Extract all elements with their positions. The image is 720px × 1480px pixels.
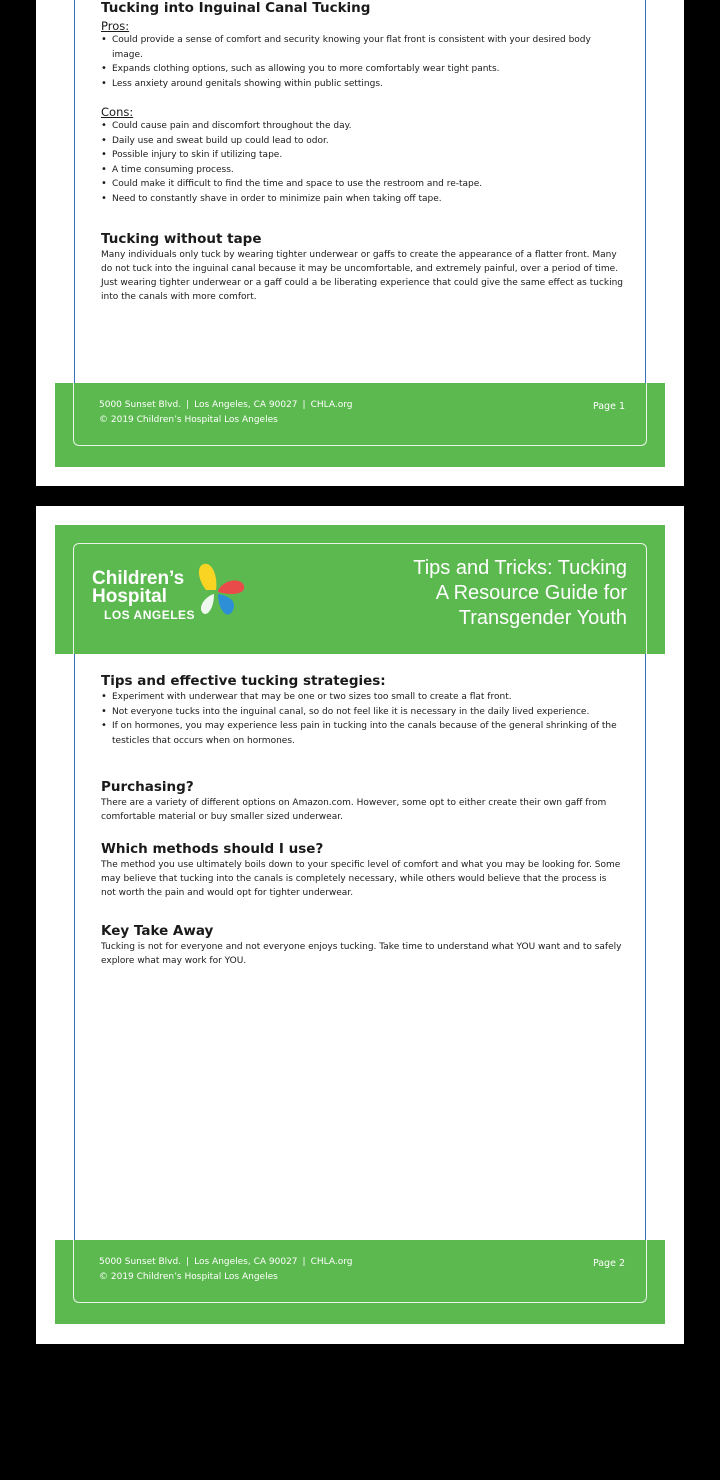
inguinal-heading: Tucking into Inguinal Canal Tucking [101, 0, 371, 16]
purchasing-section [101, 779, 623, 824]
takeaway-heading: Key Take Away [101, 923, 214, 939]
list-item: • A time consuming process. [112, 163, 623, 178]
butterfly-icon [192, 562, 248, 622]
list-item: • Experiment with underwear that may be one or two sizes too small to create a flat front. [112, 690, 623, 705]
logo-line-1: Children’s [92, 568, 185, 589]
tips-heading: Tips and effective tucking strategies: [101, 673, 386, 689]
list-item: • Could provide a sense of comfort and security knowing your flat front is consistent with your desired body image. [112, 33, 623, 62]
footer-bar [55, 1240, 665, 1324]
list-item: • Possible injury to skin if utilizing tape. [112, 148, 623, 163]
tips-section [101, 673, 623, 748]
pros-label: Pros: [101, 19, 130, 33]
footer-bar [55, 383, 665, 467]
inguinal-section [101, 0, 623, 206]
list-item: • If on hormones, you may experience less pain in tucking into the canals because of the general shrinking of the testicles that occurs when on hormones. [112, 719, 623, 748]
cons-list [101, 119, 623, 206]
chla-logo [92, 558, 252, 630]
methods-section [101, 841, 623, 900]
left-margin-rule [74, 654, 75, 1274]
title-line-1: Tips and Tricks: Tucking [413, 557, 627, 579]
right-margin-rule [645, 654, 646, 1274]
cons-label: Cons: [101, 105, 134, 119]
without-tape-body: Many individuals only tuck by wearing tighter underwear or gaffs to create the appearance of a flatter front. Many do not tuck into the inguinal canal because it may be uncomfortable, and extremely painful, over a period of time. Just wearing tighter underwear or a gaff could a be liberating experience that could give the same effect as tucking into the canals with more comfort. [101, 250, 623, 302]
logo-line-2: Hospital [92, 586, 167, 607]
right-margin-rule [645, 0, 646, 384]
page-number: Page 2 [592, 1258, 625, 1269]
methods-heading: Which methods should I use? [101, 841, 324, 857]
list-item: • Could cause pain and discomfort throughout the day. [112, 119, 623, 134]
list-item: • Need to constantly shave in order to minimize pain when taking off tape. [112, 192, 623, 207]
tips-list [101, 690, 623, 748]
list-item: • Not everyone tucks into the inguinal canal, so do not feel like it is necessary in the daily lived experience. [112, 705, 623, 720]
list-item: • Daily use and sweat build up could lead to odor. [112, 134, 623, 149]
footer-address-line: 5000 Sunset Blvd. | Los Angeles, CA 90027 | CHLA.org [99, 1257, 353, 1267]
list-item: • Expands clothing options, such as allowing you to more comfortably wear tight pants. [112, 62, 623, 77]
footer-copyright: © 2019 Children’s Hospital Los Angeles [99, 415, 278, 425]
pros-list [101, 33, 623, 91]
without-tape-heading: Tucking without tape [101, 231, 262, 247]
footer-site-link[interactable]: CHLA.org [310, 400, 353, 410]
document-title [413, 556, 627, 631]
document-page-2 [36, 506, 684, 1344]
takeaway-section [101, 923, 623, 968]
list-item: • Less anxiety around genitals showing within public settings. [112, 77, 623, 92]
title-line-3: Transgender Youth [458, 607, 627, 629]
logo-line-3: LOS ANGELES [104, 608, 196, 622]
footer-site-link[interactable]: CHLA.org [310, 1257, 353, 1267]
takeaway-body: Tucking is not for everyone and not everyone enjoys tucking. Take time to understand what YOU want and to safely explore what may work for YOU. [101, 942, 622, 966]
left-margin-rule [74, 0, 75, 384]
purchasing-body: There are a variety of different options on Amazon.com. However, some opt to either create their own gaff from comfortable material or buy smaller sized underwear. [101, 798, 607, 822]
footer-address-line: 5000 Sunset Blvd. | Los Angeles, CA 90027 | CHLA.org [99, 400, 353, 410]
title-line-2: A Resource Guide for [435, 582, 627, 604]
list-item: • Could make it difficult to find the time and space to use the restroom and re-tape. [112, 177, 623, 192]
footer-copyright: © 2019 Children’s Hospital Los Angeles [99, 1272, 278, 1282]
document-page-1 [36, 0, 684, 486]
without-tape-section [101, 231, 623, 304]
page-number: Page 1 [592, 401, 625, 412]
purchasing-heading: Purchasing? [101, 779, 194, 795]
methods-body: The method you use ultimately boils down to your specific level of comfort and what you may be looking for. Some may believe that tucking into the canals is completely necessary, while others would believe that the process is not worth the pain and would opt for tighter underwear. [101, 860, 621, 898]
